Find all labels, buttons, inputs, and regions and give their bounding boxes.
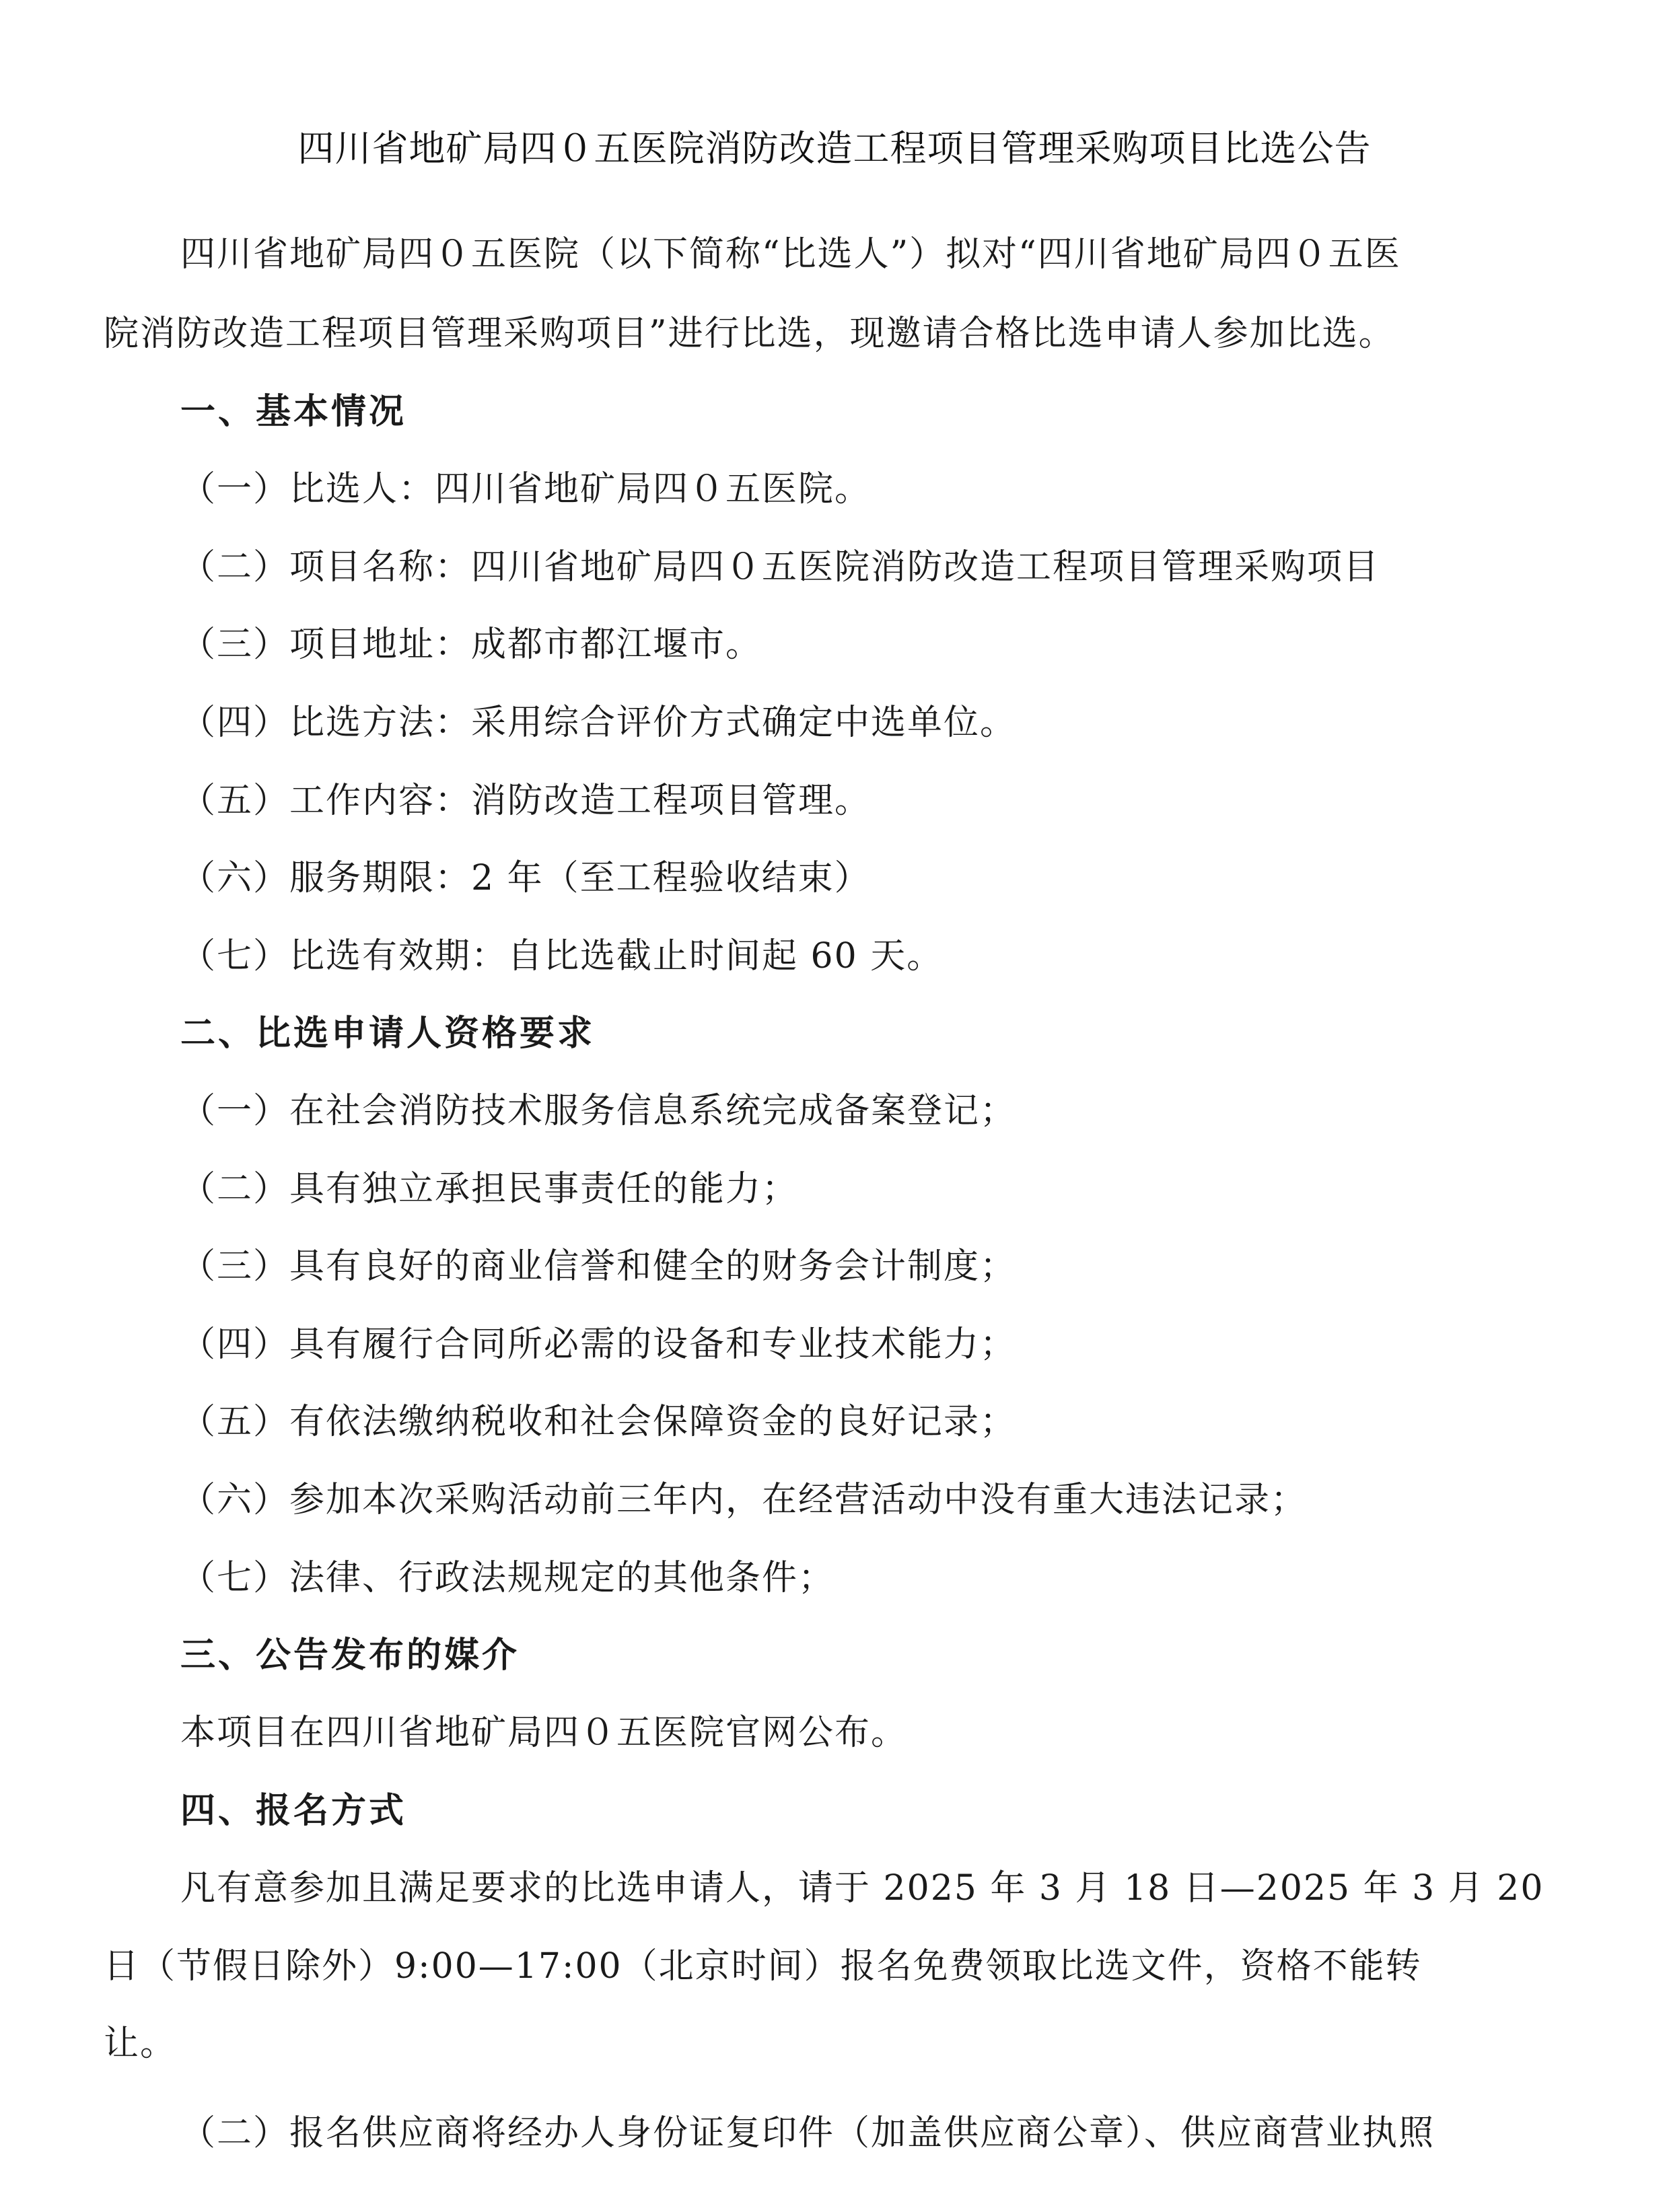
qualification-item: （二）具有独立承担民事责任的能力； [180, 1169, 799, 1209]
registration-para-1-line-2: 日（节假日除外）9:00—17:00（北京时间）报名免费领取比选文件，资格不能转 [104, 1946, 1422, 1987]
intro-line-1: 四川省地矿局四０五医院（以下简称“比选人”）拟对“四川省地矿局四０五医 [180, 234, 1401, 275]
basic-info-item: （五）工作内容：消防改造工程项目管理。 [180, 781, 872, 821]
section-heading-qualifications: 二、比选申请人资格要求 [180, 1013, 596, 1054]
section-heading-media: 三、公告发布的媒介 [180, 1635, 520, 1676]
media-text: 本项目在四川省地矿局四０五医院官网公布。 [180, 1713, 908, 1753]
qualification-item: （四）具有履行合同所必需的设备和专业技术能力； [180, 1324, 1017, 1365]
basic-info-item: （七）比选有效期：自比选截止时间起 60 天。 [180, 936, 944, 976]
registration-para-1-line-1: 凡有意参加且满足要求的比选申请人，请于 2025 年 3 月 18 日—2025 年 3 月 20 [180, 1868, 1544, 1908]
registration-para-1-line-3: 让。 [104, 2024, 177, 2064]
basic-info-item: （四）比选方法：采用综合评价方式确定中选单位。 [180, 703, 1017, 743]
qualification-item: （七）法律、行政法规规定的其他条件； [180, 1558, 835, 1598]
basic-info-item: （二）项目名称：四川省地矿局四０五医院消防改造工程项目管理采购项目 [180, 547, 1380, 587]
basic-info-item: （一）比选人：四川省地矿局四０五医院。 [180, 469, 872, 509]
qualification-item: （五）有依法缴纳税收和社会保障资金的良好记录； [180, 1402, 1017, 1442]
basic-info-item: （三）项目地址：成都市都江堰市。 [180, 625, 762, 665]
section-heading-registration: 四、报名方式 [180, 1791, 407, 1831]
qualification-item: （六）参加本次采购活动前三年内，在经营活动中没有重大违法记录； [180, 1480, 1308, 1520]
registration-para-2-line-1: （二）报名供应商将经办人身份证复印件（加盖供应商公章）、供应商营业执照 [180, 2113, 1435, 2153]
page-title: 四川省地矿局四０五医院消防改造工程项目管理采购项目比选公告 [297, 127, 1372, 170]
qualification-item: （一）在社会消防技术服务信息系统完成备案登记； [180, 1091, 1017, 1131]
basic-info-item: （六）服务期限：2 年（至工程验收结束） [180, 858, 871, 898]
intro-line-2: 院消防改造工程项目管理采购项目”进行比选，现邀请合格比选申请人参加比选。 [104, 314, 1395, 354]
qualification-item: （三）具有良好的商业信誉和健全的财务会计制度； [180, 1246, 1017, 1287]
section-heading-basic-info: 一、基本情况 [180, 392, 407, 432]
